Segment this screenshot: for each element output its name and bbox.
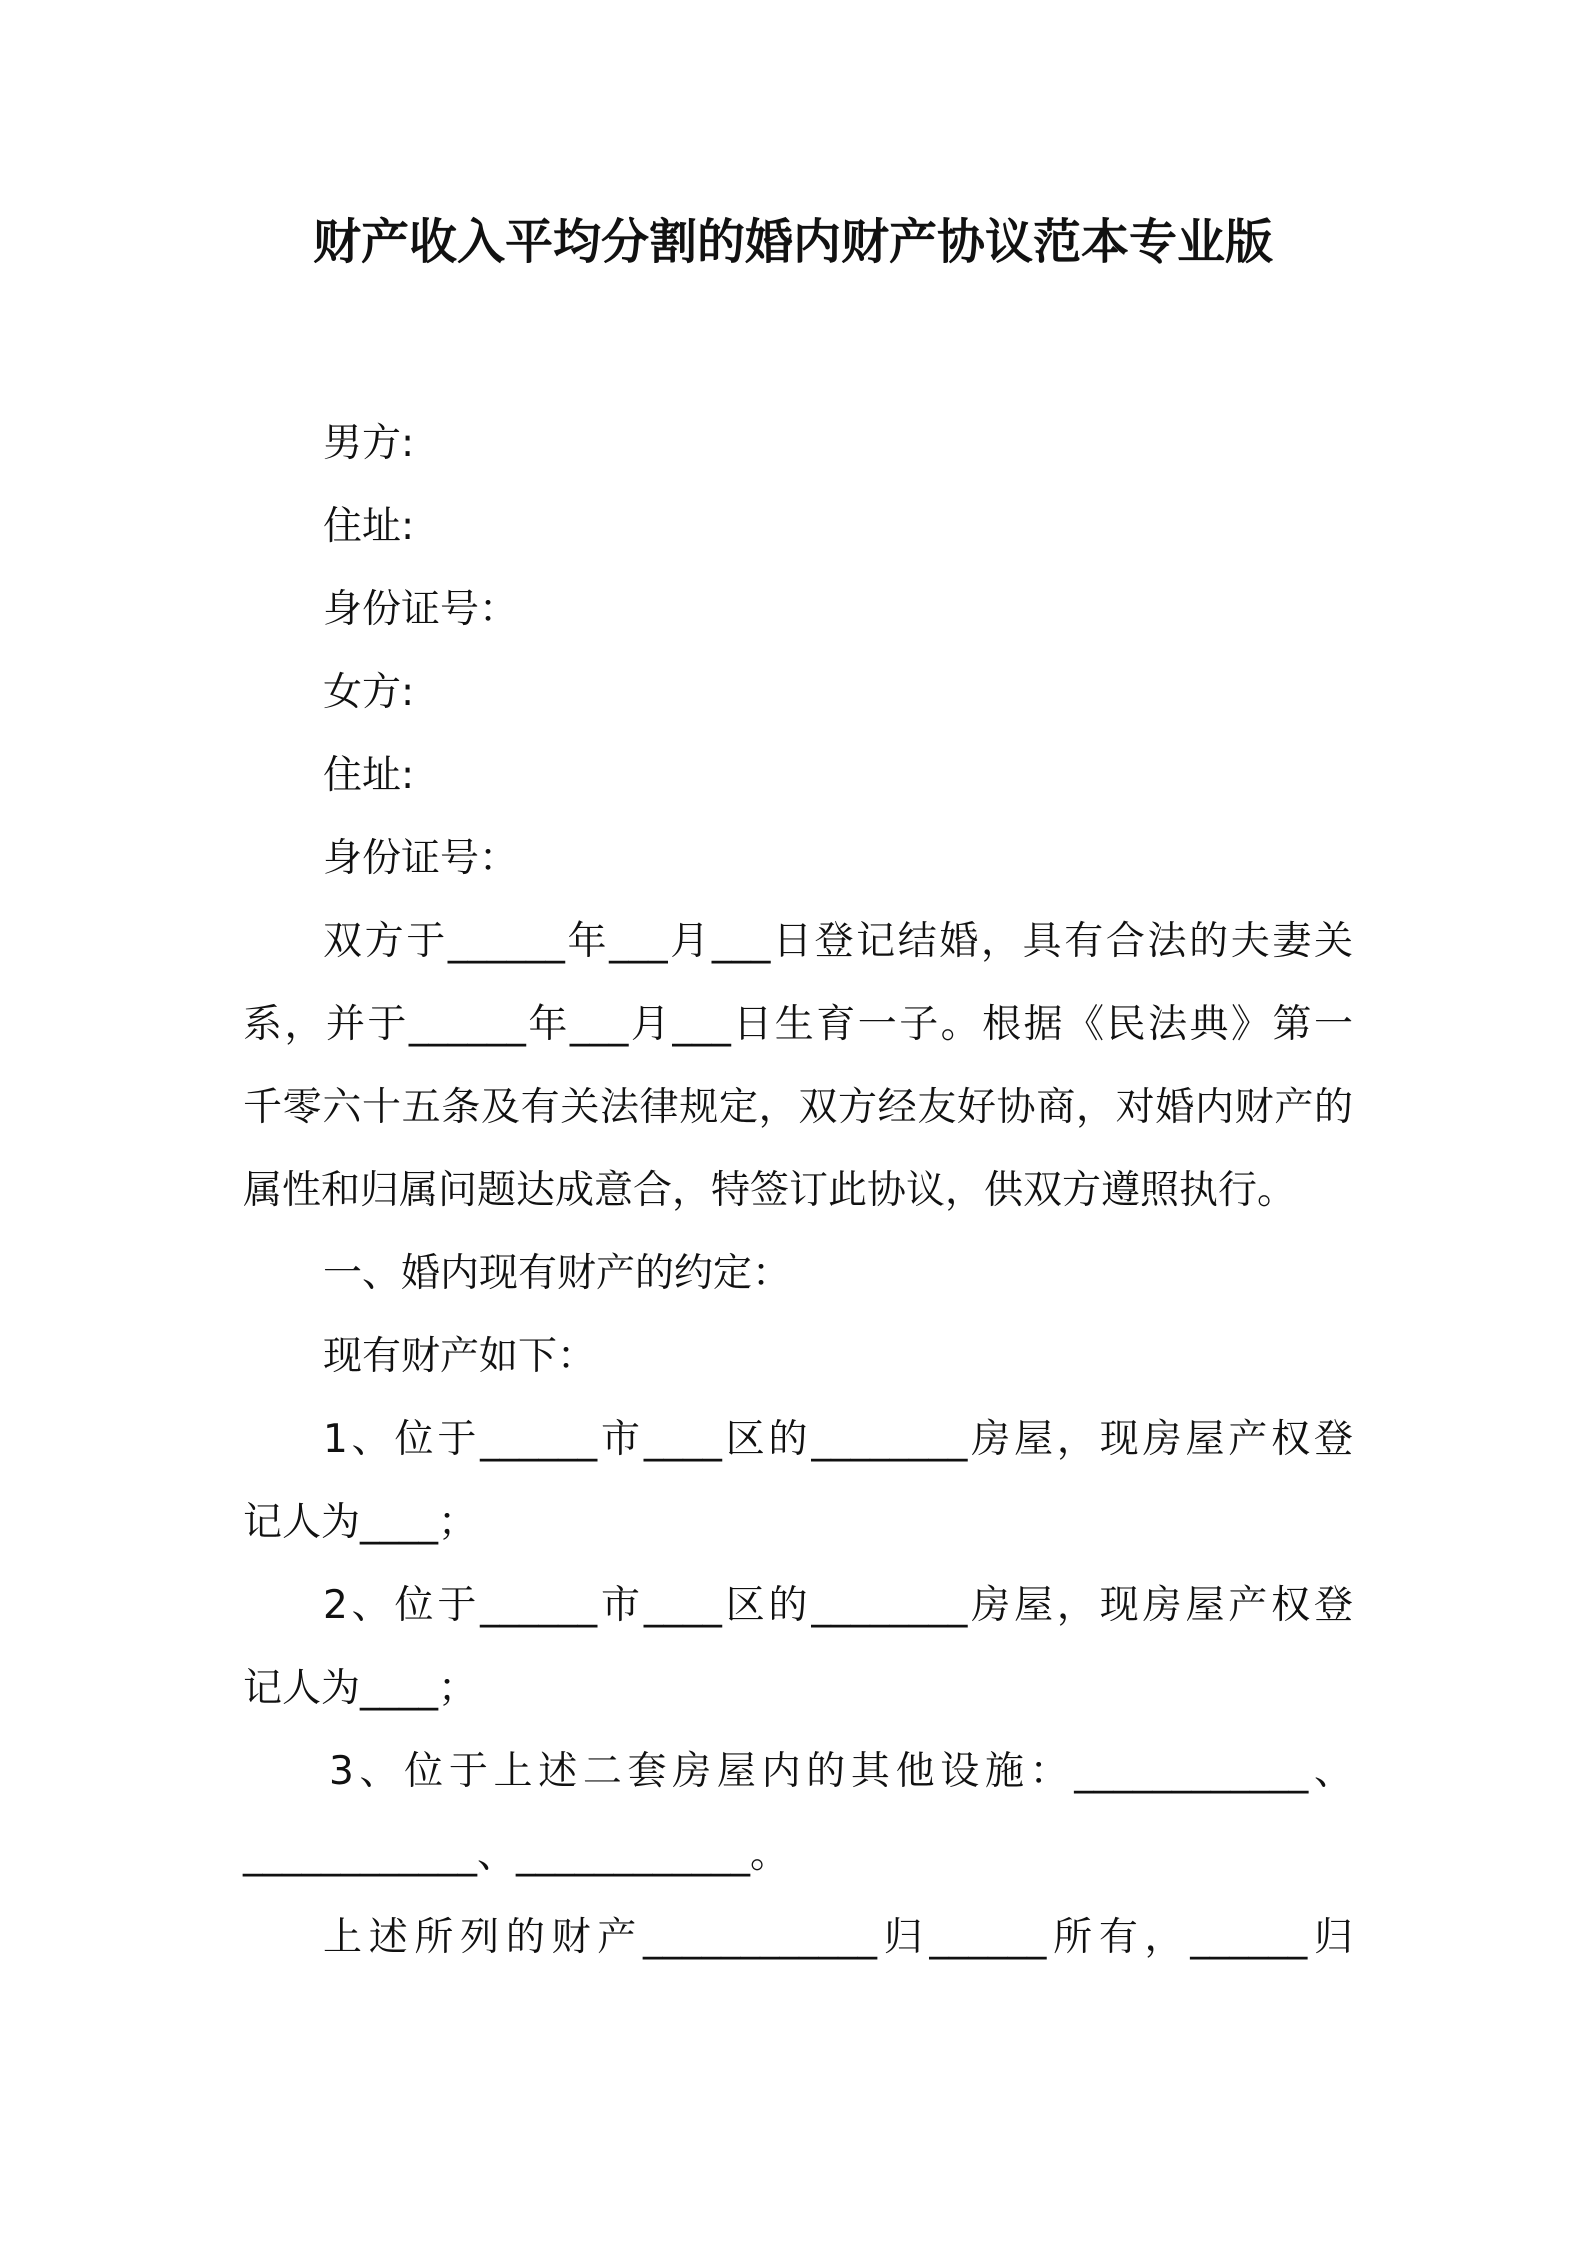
paragraph-line: 系，并于______年___月___日生育一子。根据《民法典》第一 (243, 1002, 1353, 1047)
list-item: 2、位于______市____区的________房屋，现房屋产权登 (323, 1583, 1353, 1628)
list-item: 1、位于______市____区的________房屋，现房屋产权登 (323, 1417, 1353, 1462)
female-address-line: 住址: (323, 753, 415, 798)
list-item-continuation: ____________、____________。 (243, 1832, 790, 1877)
list-item: 3、位于上述二套房屋内的其他设施：____________、 (329, 1749, 1353, 1794)
male-address-line: 住址: (323, 504, 415, 549)
paragraph-line: 上述所列的财产____________归______所有，______归 (323, 1915, 1353, 1960)
document-body (243, 402, 1353, 1979)
section-heading: 一、婚内现有财产的约定： (323, 1251, 792, 1296)
female-id-line: 身份证号： (323, 836, 519, 881)
male-party-line: 男方: (323, 421, 415, 466)
document-title: 财产收入平均分割的婚内财产协议范本专业版 (312, 214, 1273, 270)
female-party-line: 女方: (323, 670, 415, 715)
male-id-line: 身份证号： (323, 587, 519, 632)
paragraph-line: 属性和归属问题达成意合，特签订此协议，供双方遵照执行。 (243, 1168, 1297, 1213)
paragraph-line: 千零六十五条及有关法律规定，双方经友好协商，对婚内财产的 (243, 1085, 1353, 1130)
paragraph-line: 双方于______年___月___日登记结婚，具有合法的夫妻关 (323, 919, 1353, 964)
list-item-continuation: 记人为____； (243, 1666, 478, 1711)
list-item-continuation: 记人为____； (243, 1500, 478, 1545)
paragraph-line: 现有财产如下： (323, 1334, 597, 1379)
